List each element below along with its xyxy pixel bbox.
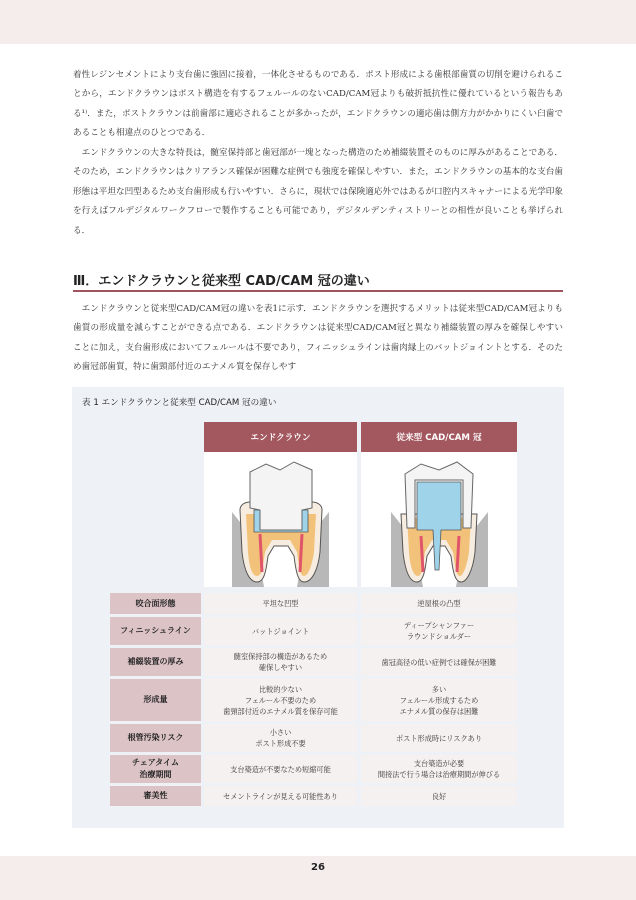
row-label-preparation-amount: 形成量 [110, 679, 201, 721]
cadcam-crown-illustration [361, 452, 517, 587]
body-paragraph-2: エンドクラウンの大きな特長は，髄室保持部と歯冠部が一塊となった構造のため補綴装置そのものに厚みがあることである．そのため，エンドクラウンはクリアランス確保が困難な症例でも強度を確保しやすい．また，エンドクラウンの基本的な支台歯形態は平坦な凹型あるため支台歯形成も行いやすい．さらに，現状では保険適応外ではあるが口腔内スキャナーによる光学印象を行えばフルデジタルワークフローで製作することも可能であり，デジタルデンティストリーとの相性が良いことも挙げられる． [73, 148, 563, 236]
row-label-root-canal-contamination-risk: 根管汚染リスク [110, 724, 201, 752]
row-label-chair-time: チェアタイム 治療期間 [110, 755, 201, 783]
cell-endocrown-esthetics: セメントラインが見える可能性あり [204, 786, 357, 806]
section-heading-rule [73, 290, 563, 292]
page-number: 26 [311, 862, 325, 873]
header-band [0, 0, 636, 44]
column-header-cadcam-crown: 従来型 CAD/CAM 冠 [361, 422, 517, 452]
cell-endocrown-contamination-risk: 小さい ポスト形成不要 [204, 724, 357, 752]
table-caption: 表 1 エンドクラウンと従来型 CAD/CAM 冠の違い [82, 398, 277, 408]
cell-cadcam-occlusal-form: 逆屋根の凸型 [361, 593, 517, 614]
cell-cadcam-esthetics: 良好 [361, 786, 517, 806]
endocrown-illustration [204, 452, 357, 587]
cell-endocrown-restoration-thickness: 髄室保持部の構造があるため 確保しやすい [204, 648, 357, 676]
cell-cadcam-restoration-thickness: 歯冠高径の低い症例では確保が困難 [361, 648, 517, 676]
row-label-restoration-thickness: 補綴装置の厚み [110, 648, 201, 676]
body-paragraph-3: エンドクラウンと従来型CAD/CAM冠の違いを表1に示す．エンドクラウンを選択するメリットは従来型CAD/CAM冠よりも歯質の形成量を減らすことができる点である．エンドクラウンは従来型CAD/CAM冠と異なり補綴装置の厚みを確保しやすいことに加え，支台歯形成においてフェルールは不要であり，フィニッシュラインは歯肉縁上のバットジョイントとする．そのため歯冠部歯質，特に歯頸部付近のエナメル質を保存しやす [73, 304, 563, 373]
cell-endocrown-occlusal-form: 平坦な凹型 [204, 593, 357, 614]
column-header-endocrown: エンドクラウン [204, 422, 357, 452]
section-heading: Ⅲ．エンドクラウンと従来型 CAD/CAM 冠の違い [73, 274, 370, 289]
body-paragraph-1: 着性レジンセメントにより支台歯に強固に接着，一体化させるものである．ポスト形成による歯根部歯質の切削を避けられることから，エンドクラウンはポスト構造を有するフェルールのないCAD/CAM冠よりも破折抵抗性に優れているという報告もある¹⁾．また，ポストクラウンは前歯部に適応されることが多かったが，エンドクラウンの適応歯は側方力がかかりにくい臼歯であることも相違点のひとつである． [73, 70, 563, 139]
row-label-occlusal-form: 咬合面形態 [110, 593, 201, 614]
row-label-esthetics: 審美性 [110, 786, 201, 806]
cell-endocrown-preparation-amount: 比較的少ない フェルール不要のため 歯頸部付近のエナメル質を保存可能 [204, 679, 357, 721]
cell-cadcam-preparation-amount: 多い フェルール形成するため エナメル質の保存は困難 [361, 679, 517, 721]
cell-endocrown-finish-line: バットジョイント [204, 617, 357, 645]
cell-cadcam-contamination-risk: ポスト形成時にリスクあり [361, 724, 517, 752]
row-label-finish-line: フィニッシュライン [110, 617, 201, 645]
cell-cadcam-chair-time: 支台築造が必要 間接法で行う場合は治療期間が伸びる [361, 755, 517, 783]
cell-endocrown-chair-time: 支台築造が不要なため短縮可能 [204, 755, 357, 783]
cell-cadcam-finish-line: ディープシャンファー ラウンドショルダー [361, 617, 517, 645]
